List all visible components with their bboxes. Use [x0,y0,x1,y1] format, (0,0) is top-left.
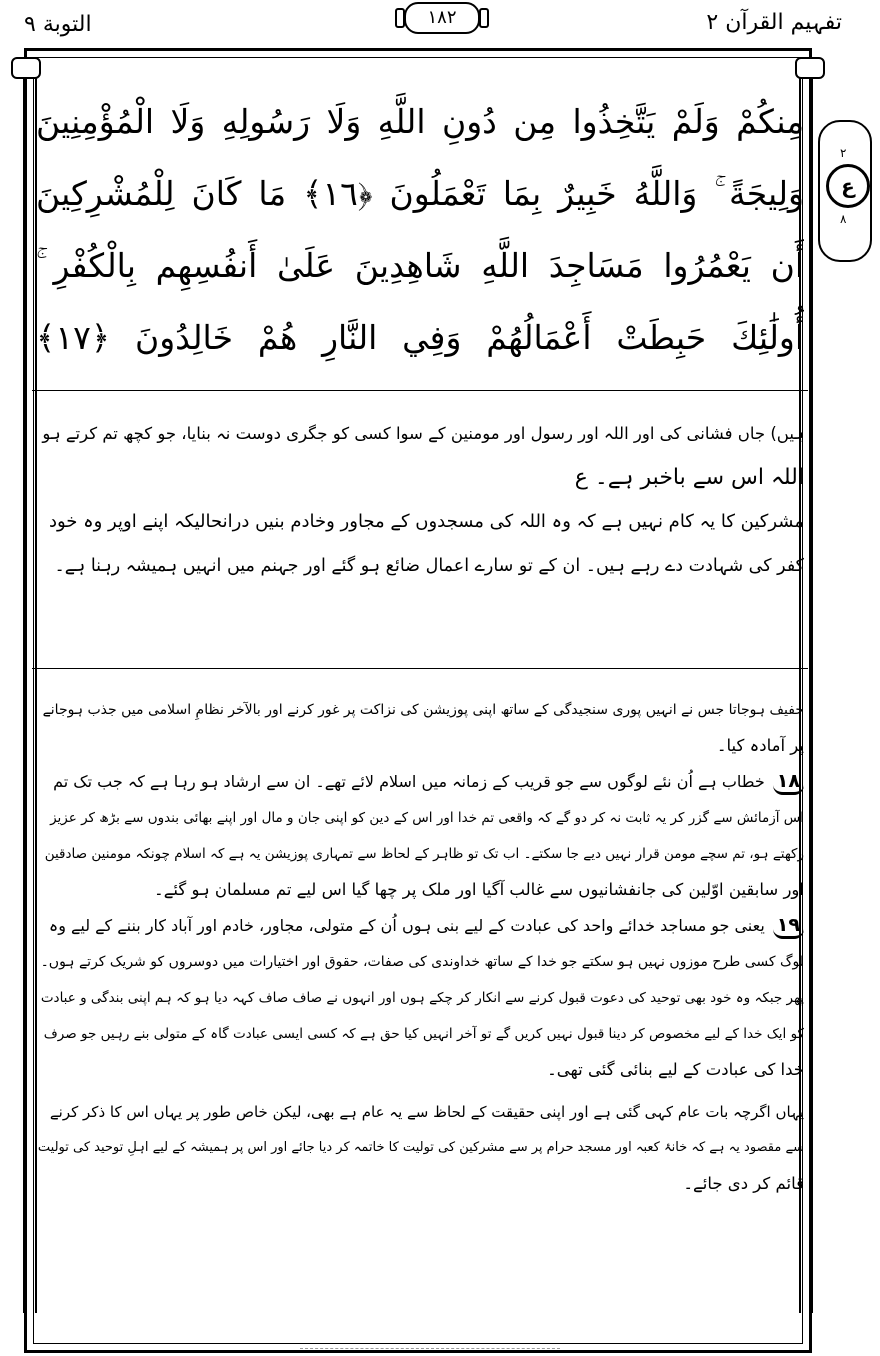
footnote-line: ۱۹یعنی جو مساجد خدائے واحد کی عبادت کے لیے بنی ہوں اُن کے متولی، مجاور، خادم اور آباد کار بننے کے لیے وہ [36,908,804,944]
book-title-header: تفہیم القرآن ٢ [706,10,842,35]
footnote-line: رکھتے ہو، تم سچے مومن قرار نہیں دیے جا سکتے۔ اب تک تو ظاہر کے لحاظ سے تمہاری پوزیشن یہ ہے کہ اسلام چونکہ مومنین صادقین [44,846,804,862]
footnote-line: خفیف ہوجاتا جس نے انہیں پوری سنجیدگی کے ساتھ اپنی پوزیشن کی نزاکت پر غور کرنے اور بالآخر نظامِ اسلامی میں جذب ہوجانے [42,702,804,718]
footnote-line: پھر جبکہ وہ خود بھی توحید کی دعوت قبول کرنے سے انکار کر چکے ہوں اور انہوں نے صاف صاف کہہ دیا ہو کہ ہم اپنی بندگی و عبادت [40,990,804,1006]
arabic-verse-line: وَلِيجَةً ۚ وَاللَّهُ خَبِيرٌ بِمَا تَعْمَلُونَ ﴿١٦﴾ مَا كَانَ لِلْمُشْرِكِينَ [36,174,804,213]
section-divider [32,668,808,669]
footnote-line: اور سابقین اوّلین کی جانفشانیوں سے غالب آگیا اور ملک پر چھا گیا اس لیے تم مسلمان ہو گئے۔ [154,880,804,899]
footnote-line: لوگ کسی طرح موزوں نہیں ہو سکتے جو خدا کے ساتھ خداوندی کی صفات، حقوق اور اختیارات میں دوسروں کو شریک کرتے ہوں۔ [40,954,804,970]
translation-line: مشرکین کا یہ کام نہیں ہے کہ وہ اللہ کی مسجدوں کے مجاور وخادم بنیں درانحالیکہ اپنے اوپر وہ خود [48,511,804,532]
page-number-cartouche: ١٨٢ [404,2,480,34]
translation-line: ہیں) جاں فشانی کی اور اللہ اور رسول اور مومنین کے سوا کسی کو جگری دوست نہ بنایا، جو کچھ تم کرتے ہو [42,424,804,443]
footnote-line: خدا کی عبادت کے لیے بنائی گئی تھی۔ [547,1060,804,1079]
footnote-line: ۱۸خطاب ہے اُن نئے لوگوں سے جو قریب کے زمانہ میں اسلام لائے تھے۔ ان سے ارشاد ہو رہا ہے کہ جب تک تم [36,764,804,800]
footnote-line: کو ایک خدا کے لیے مخصوص کر دینا قبول نہیں کریں گے تو آخر انہیں کیا حق ہے کہ کسی ایسی عبادت گاہ کے متولی بنے رہیں جو صرف [43,1026,804,1042]
ruku-medallion [818,120,872,262]
bottom-edge-mark [300,1348,560,1349]
footnote-number-19: ۱۹ [773,914,804,939]
ruku-ain-icon: ع [826,164,870,208]
footnote-line: پر آمادہ کیا۔ [716,736,804,755]
arabic-verse-line: مِنكُمْ وَلَمْ يَتَّخِذُوا مِن دُونِ اللَّهِ وَلَا رَسُولِهِ وَلَا الْمُؤْمِنِينَ [36,102,804,141]
footnote-line: اس آزمائش سے گزر کر یہ ثابت نہ کر دو گے کہ واقعی تم خدا اور اس کے دین کو اپنی جان و مال اور اپنے بھائی بندوں سے بڑھ کر عزیز [50,810,804,826]
arabic-verses [36,86,804,374]
footnotes [36,692,804,1202]
medallion-bottom-number: ٨ [840,212,847,226]
column-capital-top-left [11,57,41,79]
translation-line: کفر کی شہادت دے رہے ہیں۔ ان کے تو سارے اعمال ضائع ہو گئے اور جہنم میں انہیں ہمیشہ رہنا ہے۔ [54,556,804,576]
column-capital-top-right [795,57,825,79]
medallion-top-number: ٢ [840,146,847,160]
arabic-verse-line: أَن يَعْمُرُوا مَسَاجِدَ اللَّهِ شَاهِدِينَ عَلَىٰ أَنفُسِهِم بِالْكُفْرِ ۚ [36,246,804,285]
section-divider [32,390,808,391]
footnote-line: قائم کر دی جائے۔ [683,1174,804,1193]
footnote-line: یہاں اگرچہ بات عام کہی گئی ہے اور اپنی حقیقت کے لحاظ سے یہ عام ہے بھی، لیکن خاص طور پر یہاں اس کا ذکر کرنے [49,1103,804,1121]
urdu-translation [36,412,804,588]
left-border-column [23,73,37,1313]
arabic-verse-line: أُولَٰئِكَ حَبِطَتْ أَعْمَالُهُمْ وَفِي النَّارِ هُمْ خَالِدُونَ ﴿١٧﴾ [36,318,804,357]
footnote-line: سے مقصود یہ ہے کہ خانۂ کعبہ اور مسجد حرام پر سے مشرکین کی تولیت کا خاتمہ کر دیا جائے اور اس پر ہمیشہ کے لیے اہلِ توحید کی تولیت [37,1140,804,1155]
footnote-number-18: ۱۸ [773,770,804,795]
translation-line: اللہ اس سے باخبر ہے۔ ع [574,465,804,490]
surah-header-label: التوبة ٩ [24,12,92,37]
